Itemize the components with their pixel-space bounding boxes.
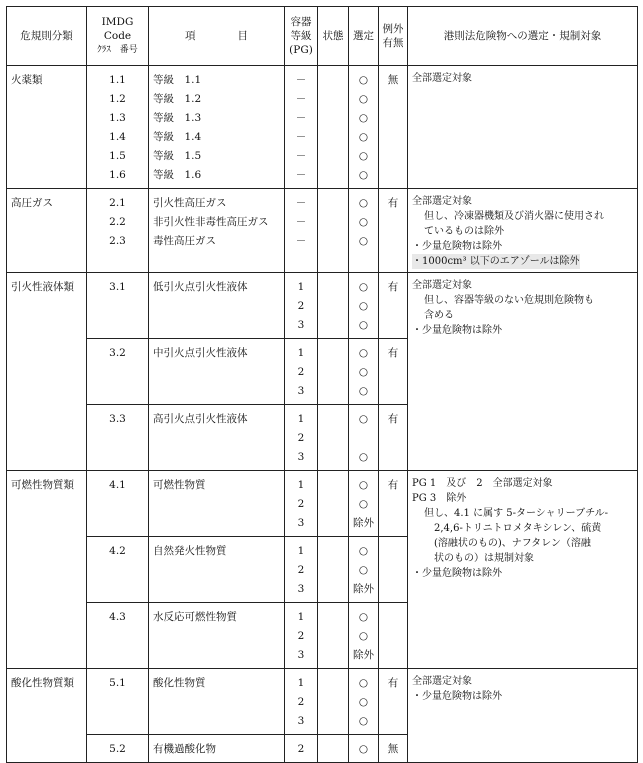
header-imdg-line1: IMDG <box>101 16 134 28</box>
item-name: 高引火点引火性液体 <box>153 413 248 425</box>
pg-value: 1 <box>297 281 305 293</box>
table-row <box>7 66 638 189</box>
regulation-text: 全部選定対象 <box>412 196 472 207</box>
state-cell <box>318 273 349 339</box>
exception-cell <box>379 669 408 735</box>
regulation-text: 2,4,6-トリニトロメタキシレン、硫黄 <box>434 523 602 534</box>
regulation-line <box>412 239 637 254</box>
pg-value: 1 <box>297 611 305 623</box>
item-name: 等級 1.2 <box>153 93 202 105</box>
exception-cell <box>379 189 408 273</box>
regulation-table-document <box>6 6 637 763</box>
regulation-text: PG 1 及び 2 全部選定対象 <box>412 478 553 489</box>
table-row <box>7 273 638 339</box>
imdg-number: 5.2 <box>109 743 126 755</box>
regulation-text: ・1000cm³ 以下のエアゾールは除外 <box>412 256 580 267</box>
selection-cell <box>349 66 379 189</box>
pg-value: 3 <box>297 319 305 331</box>
header-class: 危規則分類 <box>7 7 87 66</box>
imdg-number-cell <box>87 735 149 763</box>
table-row <box>7 189 638 273</box>
exception-cell <box>379 603 408 669</box>
item-name-cell <box>149 405 285 471</box>
header-regulation: 港則法危険物への選定・規制対象 <box>408 7 638 66</box>
regulation-line <box>412 254 637 269</box>
selection-mark: ○ <box>358 385 369 397</box>
item-name: 等級 1.4 <box>153 131 202 143</box>
regulation-text: 但し、4.1 に属す 5-ターシャリーブチル- <box>424 508 608 519</box>
imdg-number-cell <box>87 66 149 189</box>
exception-flag: 無 <box>387 74 399 86</box>
exception-cell <box>379 471 408 537</box>
pg-value: 2 <box>297 696 305 708</box>
exception-flag: 有 <box>387 281 399 293</box>
item-name: 酸化性物質 <box>153 677 206 689</box>
imdg-number: 1.2 <box>109 93 126 105</box>
exception-flag <box>379 542 407 561</box>
pg-value: － <box>295 216 307 228</box>
regulation-line <box>412 278 637 293</box>
pg-value: － <box>295 169 307 181</box>
selection-cell <box>349 537 379 603</box>
selection-mark: ○ <box>358 366 369 378</box>
pg-cell <box>285 66 318 189</box>
regulation-text: ・少量危険物は除外 <box>412 325 502 336</box>
state-cell <box>318 669 349 735</box>
regulation-cell <box>408 189 638 273</box>
item-name: 非引火性非毒性高圧ガス <box>153 216 269 228</box>
state-cell <box>318 603 349 669</box>
pg-value: 2 <box>297 498 305 510</box>
regulation-line <box>412 71 637 86</box>
selection-cell <box>349 735 379 763</box>
selection-mark: ○ <box>358 93 369 105</box>
imdg-number: 5.1 <box>109 677 126 689</box>
item-name-cell <box>149 273 285 339</box>
pg-cell <box>285 189 318 273</box>
selection-mark: ○ <box>358 545 369 557</box>
exception-cell <box>379 273 408 339</box>
pg-value: 1 <box>297 545 305 557</box>
regulation-text: (溶融状のもの)、ナフタレン（溶融 <box>434 538 591 549</box>
imdg-number: 3.1 <box>109 281 126 293</box>
item-name-cell <box>149 669 285 735</box>
selection-mark: ○ <box>358 216 369 228</box>
exception-cell <box>379 66 408 189</box>
pg-cell <box>285 537 318 603</box>
pg-value: 1 <box>297 413 305 425</box>
imdg-number-cell <box>87 669 149 735</box>
item-name-cell <box>149 537 285 603</box>
pg-value: 1 <box>297 677 305 689</box>
exception-flag: 有 <box>387 677 399 689</box>
selection-cell <box>349 189 379 273</box>
pg-cell <box>285 273 318 339</box>
pg-value: 3 <box>297 451 305 463</box>
imdg-number-cell <box>87 471 149 537</box>
imdg-number: 1.6 <box>109 169 126 181</box>
imdg-number: 1.3 <box>109 112 126 124</box>
class-label: 高圧ガス <box>11 197 53 209</box>
regulation-line <box>412 551 637 566</box>
class-cell <box>7 66 87 189</box>
imdg-number: 1.1 <box>109 74 126 86</box>
pg-value: 2 <box>297 432 305 444</box>
selection-mark: 除外 <box>353 583 374 595</box>
item-name: 自然発火性物質 <box>153 545 227 557</box>
table-row <box>7 471 638 537</box>
exception-cell <box>379 339 408 405</box>
regulation-cell <box>408 669 638 763</box>
pg-value: － <box>295 150 307 162</box>
header-imdg-line2: Code <box>103 30 132 42</box>
selection-mark: ○ <box>358 235 369 247</box>
regulation-text: 含める <box>424 310 454 321</box>
imdg-number: 4.2 <box>109 545 126 557</box>
regulation-line <box>412 323 637 338</box>
regulation-line <box>412 194 637 209</box>
pg-value: － <box>295 131 307 143</box>
header-pg-line3: (PG) <box>289 44 313 56</box>
pg-value: 3 <box>297 385 305 397</box>
selection-cell <box>349 405 379 471</box>
regulation-line <box>412 293 637 308</box>
selection-cell <box>349 339 379 405</box>
imdg-number: 4.1 <box>109 479 126 491</box>
regulation-cell <box>408 66 638 189</box>
regulation-text: ・少量危険物は除外 <box>412 241 502 252</box>
pg-value: 2 <box>297 366 305 378</box>
pg-value: 3 <box>297 715 305 727</box>
header-exception-line1: 例外 <box>382 23 404 35</box>
pg-value: 2 <box>297 743 305 755</box>
pg-value: 1 <box>297 347 305 359</box>
regulation-text: 但し、冷凍器機類及び消火器に使用され <box>424 211 604 222</box>
pg-value: 2 <box>297 300 305 312</box>
selection-mark: ○ <box>358 131 369 143</box>
class-cell <box>7 189 87 273</box>
item-name: 等級 1.5 <box>153 150 202 162</box>
regulation-cell <box>408 471 638 669</box>
imdg-number: 1.4 <box>109 131 126 143</box>
regulation-line <box>412 674 637 689</box>
state-cell <box>318 405 349 471</box>
item-name-cell <box>149 735 285 763</box>
exception-cell <box>379 735 408 763</box>
state-cell <box>318 471 349 537</box>
class-label: 引火性液体類 <box>11 281 74 293</box>
state-cell <box>318 339 349 405</box>
state-cell <box>318 537 349 603</box>
selection-mark: ○ <box>358 413 369 425</box>
header-imdg <box>87 7 149 66</box>
selection-mark: 除外 <box>353 517 374 529</box>
selection-mark: ○ <box>358 150 369 162</box>
pg-cell <box>285 405 318 471</box>
regulation-text: 状のもの）は規制対象 <box>434 553 534 564</box>
selection-mark: ○ <box>358 743 369 755</box>
pg-value: 2 <box>297 564 305 576</box>
selection-mark: ○ <box>358 197 369 209</box>
regulation-text: 但し、容器等級のない危規則危険物も <box>424 295 594 306</box>
class-label: 酸化性物質類 <box>11 677 74 689</box>
item-name: 等級 1.6 <box>153 169 202 181</box>
imdg-number: 3.3 <box>109 413 126 425</box>
pg-value: － <box>295 74 307 86</box>
dangerous-goods-table <box>6 6 638 763</box>
item-name: 中引火点引火性液体 <box>153 347 248 359</box>
item-name-cell <box>149 189 285 273</box>
item-name: 水反応可燃性物質 <box>153 611 237 623</box>
selection-cell <box>349 471 379 537</box>
pg-cell <box>285 339 318 405</box>
exception-flag <box>379 608 407 627</box>
imdg-number-cell <box>87 603 149 669</box>
item-name-cell <box>149 603 285 669</box>
selection-mark: ○ <box>358 451 369 463</box>
selection-cell <box>349 603 379 669</box>
selection-mark: ○ <box>358 677 369 689</box>
imdg-number: 1.5 <box>109 150 126 162</box>
regulation-line <box>412 224 637 239</box>
state-cell <box>318 66 349 189</box>
pg-value: － <box>295 197 307 209</box>
selection-mark: ○ <box>358 347 369 359</box>
selection-mark: ○ <box>358 498 369 510</box>
exception-flag: 無 <box>387 743 399 755</box>
header-imdg-line3: ｸﾗｽ 番号 <box>97 45 138 55</box>
selection-mark: ○ <box>358 319 369 331</box>
pg-cell <box>285 603 318 669</box>
imdg-number: 4.3 <box>109 611 126 623</box>
regulation-line <box>412 566 637 581</box>
header-selection: 選定 <box>349 7 379 66</box>
item-name: 低引火点引火性液体 <box>153 281 248 293</box>
selection-mark: 除外 <box>353 649 374 661</box>
pg-cell <box>285 471 318 537</box>
table-body <box>7 66 638 763</box>
exception-cell <box>379 537 408 603</box>
pg-cell <box>285 735 318 763</box>
item-name: 有機過酸化物 <box>153 743 216 755</box>
pg-cell <box>285 669 318 735</box>
class-cell <box>7 669 87 763</box>
item-name-cell <box>149 339 285 405</box>
regulation-text: ・少量危険物は除外 <box>412 568 502 579</box>
pg-value: － <box>295 112 307 124</box>
exception-flag: 有 <box>387 197 399 209</box>
imdg-number-cell <box>87 339 149 405</box>
state-cell <box>318 189 349 273</box>
item-name: 等級 1.1 <box>153 74 202 86</box>
item-name: 毒性高圧ガス <box>153 235 216 247</box>
imdg-number-cell <box>87 189 149 273</box>
selection-mark: ○ <box>358 611 369 623</box>
header-pg <box>285 7 318 66</box>
imdg-number-cell <box>87 537 149 603</box>
item-name: 引火性高圧ガス <box>153 197 227 209</box>
imdg-number: 2.2 <box>109 216 126 228</box>
header-pg-line2: 等級 <box>290 30 312 42</box>
pg-value: － <box>295 93 307 105</box>
selection-mark: ○ <box>358 630 369 642</box>
regulation-text: ているものは除外 <box>424 226 504 237</box>
selection-mark: ○ <box>358 74 369 86</box>
regulation-line <box>412 536 637 551</box>
regulation-text: PG 3 除外 <box>412 493 467 504</box>
selection-mark: ○ <box>358 564 369 576</box>
imdg-number-cell <box>87 405 149 471</box>
regulation-line <box>412 506 637 521</box>
selection-mark: ○ <box>358 281 369 293</box>
imdg-number: 2.3 <box>109 235 126 247</box>
selection-mark: ○ <box>358 169 369 181</box>
class-cell <box>7 273 87 471</box>
item-name: 可燃性物質 <box>153 479 206 491</box>
pg-value: 3 <box>297 583 305 595</box>
item-name: 等級 1.3 <box>153 112 202 124</box>
selection-mark: ○ <box>358 715 369 727</box>
pg-value: 3 <box>297 517 305 529</box>
selection-mark: ○ <box>358 112 369 124</box>
exception-flag: 有 <box>387 413 399 425</box>
exception-flag: 有 <box>387 347 399 359</box>
regulation-text: 全部選定対象 <box>412 676 472 687</box>
selection-mark: ○ <box>358 300 369 312</box>
pg-value: 2 <box>297 630 305 642</box>
item-name-cell <box>149 471 285 537</box>
header-exception-line2: 有無 <box>382 37 404 49</box>
regulation-line <box>412 209 637 224</box>
class-label: 火薬類 <box>11 74 43 86</box>
regulation-line <box>412 689 637 704</box>
header-item: 項 目 <box>149 7 285 66</box>
regulation-text: 全部選定対象 <box>412 280 472 291</box>
exception-flag: 有 <box>387 479 399 491</box>
selection-cell <box>349 273 379 339</box>
imdg-number: 3.2 <box>109 347 126 359</box>
regulation-line <box>412 476 637 491</box>
header-state: 状態 <box>318 7 349 66</box>
class-cell <box>7 471 87 669</box>
regulation-line <box>412 521 637 536</box>
pg-value: 3 <box>297 649 305 661</box>
regulation-cell <box>408 273 638 471</box>
state-cell <box>318 735 349 763</box>
table-row <box>7 669 638 735</box>
item-name-cell <box>149 66 285 189</box>
regulation-text: 全部選定対象 <box>412 73 472 84</box>
selection-mark <box>349 429 378 448</box>
pg-value: 1 <box>297 479 305 491</box>
imdg-number-cell <box>87 273 149 339</box>
header-exception <box>379 7 408 66</box>
regulation-text: ・少量危険物は除外 <box>412 691 502 702</box>
regulation-line <box>412 308 637 323</box>
imdg-number: 2.1 <box>109 197 126 209</box>
pg-value: － <box>295 235 307 247</box>
selection-mark: ○ <box>358 479 369 491</box>
regulation-line <box>412 491 637 506</box>
header-row <box>7 7 638 66</box>
selection-cell <box>349 669 379 735</box>
header-pg-line1: 容器 <box>290 16 312 28</box>
selection-mark: ○ <box>358 696 369 708</box>
exception-cell <box>379 405 408 471</box>
class-label: 可燃性物質類 <box>11 479 74 491</box>
